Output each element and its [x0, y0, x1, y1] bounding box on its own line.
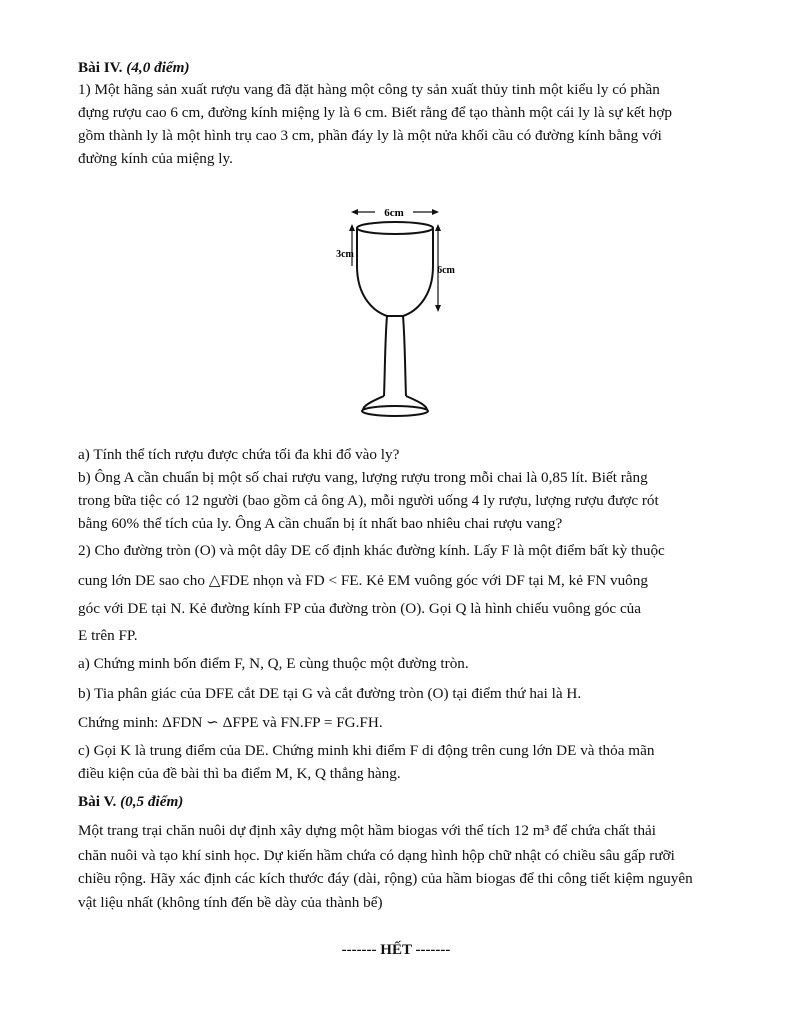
question-line: bằng 60% thể tích của ly. Ông A cần chuẩn bị ít nhất bao nhiêu chai rượu vang? [78, 515, 563, 532]
question-line: b) Tia phân giác của DFE cắt DE tại G và cắt đường tròn (O) tại điểm thứ hai là H. [78, 685, 582, 702]
problem-1-line: đựng rượu cao 6 cm, đường kính miệng ly là 6 cm. Biết rằng để tạo thành một cái ly là sự kết hợp [78, 104, 672, 121]
problem-1-line: 1) Một hãng sản xuất rượu vang đã đặt hàng một công ty sản xuất thủy tinh một kiểu ly có phần [78, 81, 660, 98]
problem-5-line: chiều rộng. Hãy xác định các kích thước đáy (dài, rộng) của hầm biogas để thi công tiết kiệm nguyên [78, 870, 693, 887]
problem-5-line: chăn nuôi và tạo khí sinh học. Dự kiến hầm chứa có dạng hình hộp chữ nhật có chiều sâu gấp rưỡi [78, 847, 675, 864]
section-5-heading [78, 792, 718, 812]
question-line: cung lớn DE sao cho △FDE nhọn và FD < FE. Kẻ EM vuông góc với DF tại M, kẻ FN vuông [78, 572, 648, 589]
end-marker: ------- HẾT ------- [341, 942, 451, 958]
section-5-points: (0,5 điểm) [120, 793, 184, 810]
cylinder-height-label: 3cm [336, 249, 354, 260]
question-line: điều kiện của đề bài thì ba điểm M, K, Q thẳng hàng. [78, 765, 401, 782]
problem-1-line: đường kính của miệng ly. [78, 150, 233, 167]
section-4-heading [78, 58, 718, 78]
section-5-title: Bài V. [78, 793, 117, 810]
total-height-label: 6cm [437, 265, 455, 276]
width-label: 6cm [384, 207, 404, 219]
problem-5-line: Một trang trại chăn nuôi dự định xây dựng một hầm biogas với thể tích 12 m³ để chứa chất thải [78, 822, 657, 839]
question-line: góc với DE tại N. Kẻ đường kính FP của đường tròn (O). Gọi Q là hình chiếu vuông góc của [78, 600, 642, 617]
question-line: a) Chứng minh bốn điểm F, N, Q, E cùng thuộc một đường tròn. [78, 655, 469, 672]
question-line: b) Ông A cần chuẩn bị một số chai rượu vang, lượng rượu trong mỗi chai là 0,85 lít. Biết rằng [78, 469, 648, 486]
question-line: 2) Cho đường tròn (O) và một dây DE cố định khác đường kính. Lấy F là một điểm bất kỳ thuộc [78, 542, 665, 559]
problem-1-line: gồm thành ly là một hình trụ cao 3 cm, phần đáy ly là một nửa khối cầu có đường kính bằng với [78, 127, 662, 144]
section-4-title: Bài IV. [78, 59, 123, 76]
question-line: Chứng minh: ΔFDN ∽ ΔFPE và FN.FP = FG.FH. [78, 714, 383, 731]
question-line: trong bữa tiệc có 12 người (bao gồm cả ông A), mỗi người uống 4 ly rượu, lượng rượu được rót [78, 492, 659, 509]
question-line: E trên FP. [78, 627, 138, 644]
problem-5-line: vật liệu nhất (không tính đến bề dày của thành bể) [78, 894, 383, 911]
question-line: a) Tính thể tích rượu được chứa tối đa khi đổ vào ly? [78, 446, 400, 463]
wine-glass-figure [325, 200, 475, 425]
section-4-points: (4,0 điểm) [126, 59, 190, 76]
question-line: c) Gọi K là trung điểm của DE. Chứng minh khi điểm F di động trên cung lớn DE và thỏa mãn [78, 742, 655, 759]
